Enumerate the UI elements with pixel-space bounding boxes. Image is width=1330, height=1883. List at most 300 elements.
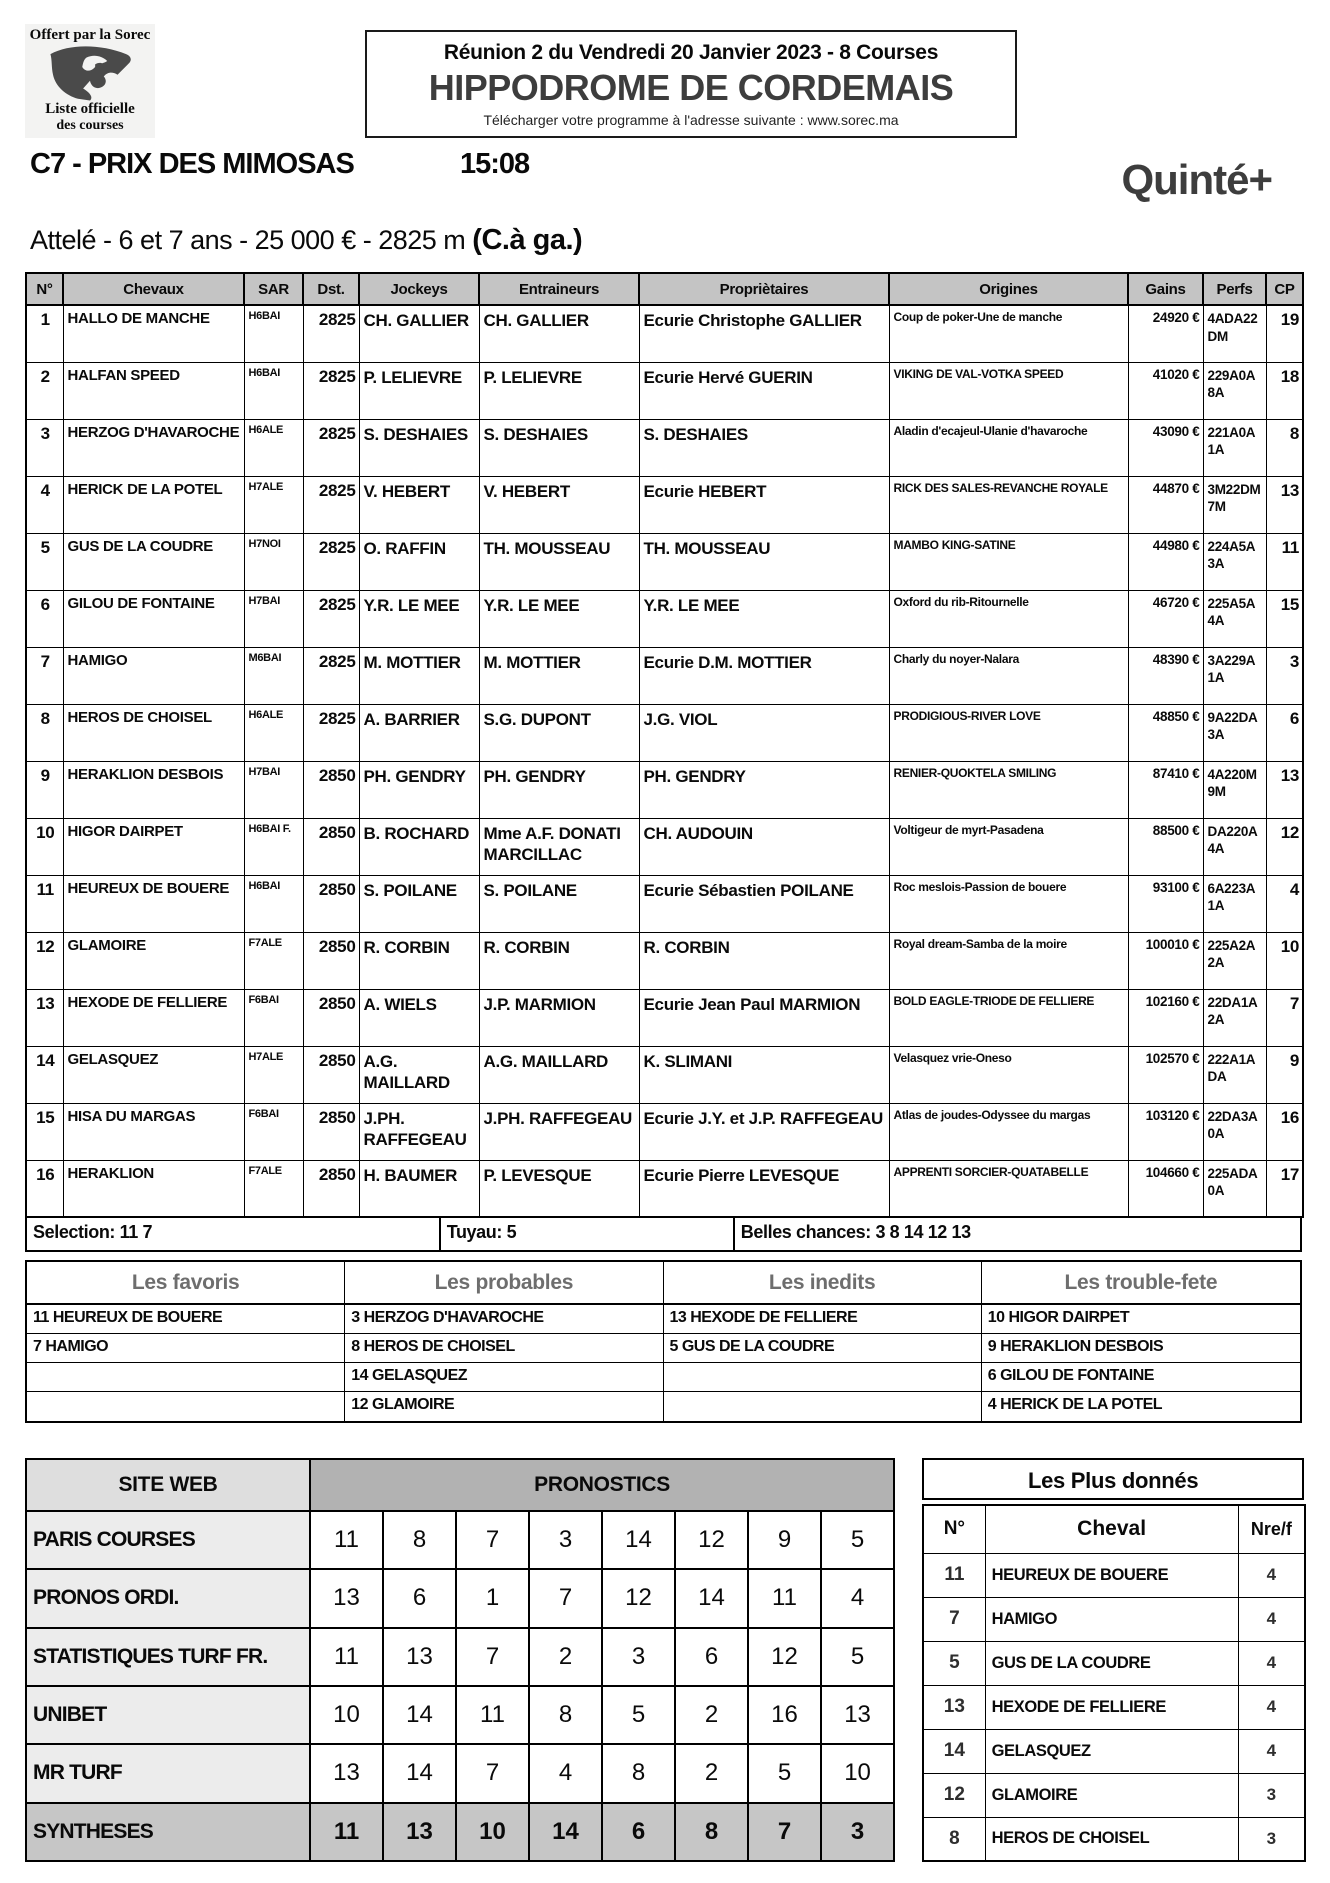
cell-perfs [1203, 533, 1266, 590]
cell-proprietaire: Ecurie Hervé GUERIN [639, 362, 889, 419]
cell-gains: 44980 € [1128, 533, 1203, 590]
cell-num: 11 [26, 875, 63, 932]
horse-row [26, 1046, 1303, 1103]
picks-cell: 9 HERAKLION DESBOIS [982, 1334, 1300, 1363]
cell-cheval: HERZOG D'HAVAROCHE [63, 419, 244, 476]
conditions-gait: (C.à ga.) [472, 224, 583, 256]
cell-origines: Charly du noyer-Nalara [889, 647, 1128, 704]
cell-sar: H6BAI F. [244, 818, 303, 875]
pronostic-row [26, 1686, 894, 1744]
cell-entraineur: V. HEBERT [479, 476, 639, 533]
prono-num-cell: 2 [675, 1744, 748, 1802]
header-entraineurs: Entraineurs [479, 273, 639, 305]
header-dst: Dst. [303, 273, 359, 305]
perfs-line1: 229A0A [1207, 367, 1256, 383]
cell-proprietaire: Ecurie Pierre LEVESQUE [639, 1160, 889, 1217]
header-num: N° [26, 273, 63, 305]
site-web-header: SITE WEB [26, 1459, 310, 1511]
cell-gains: 43090 € [1128, 419, 1203, 476]
conditions-text: Attelé - 6 et 7 ans - 25 000 € - 2825 m [30, 225, 473, 255]
cell-jockey: A. BARRIER [359, 704, 479, 761]
cell-perfs [1203, 704, 1266, 761]
picks-header-probables: Les probables [345, 1262, 663, 1305]
perfs-line1: 225A5A [1207, 595, 1256, 611]
cell-jockey: V. HEBERT [359, 476, 479, 533]
plus-donnes-row [923, 1817, 1305, 1861]
cell-jockey: H. BAUMER [359, 1160, 479, 1217]
cell-perfs [1203, 1103, 1266, 1160]
cell-entraineur: Y.R. LE MEE [479, 590, 639, 647]
prono-num-cell: 12 [748, 1628, 821, 1686]
horse-row [26, 818, 1303, 875]
cell-dst: 2850 [303, 761, 359, 818]
cell-jockey: CH. GALLIER [359, 305, 479, 362]
horse-row [26, 932, 1303, 989]
cell-perfs [1203, 590, 1266, 647]
prono-num-cell: 13 [310, 1744, 383, 1802]
cell-sar: H6ALE [244, 419, 303, 476]
cell-sar: H6ALE [244, 704, 303, 761]
prono-site-cell: UNIBET [26, 1686, 310, 1744]
hippodrome-title: HIPPODROME DE CORDEMAIS [428, 67, 954, 108]
perfs-line1: 4A220M [1207, 766, 1257, 782]
picks-cell: 10 HIGOR DAIRPET [982, 1305, 1300, 1334]
race-conditions [30, 224, 582, 257]
cell-cp: 13 [1266, 761, 1303, 818]
tuyau-cell: Tuyau: 5 [441, 1218, 735, 1250]
cell-jockey: B. ROCHARD [359, 818, 479, 875]
prono-num-cell: 13 [821, 1686, 894, 1744]
perfs-line2: 0A [1207, 1126, 1225, 1142]
plus-donnes-panel [922, 1458, 1304, 1862]
prono-num-cell: 6 [383, 1569, 456, 1627]
cell-cheval: GLAMOIRE [63, 932, 244, 989]
cell-sar: H6BAI [244, 875, 303, 932]
cell-gains: 102570 € [1128, 1046, 1203, 1103]
cell-entraineur: Mme A.F. DONATI MARCILLAC [479, 818, 639, 875]
cell-cheval: HERAKLION [63, 1160, 244, 1217]
prono-num-cell: 5 [602, 1686, 675, 1744]
perfs-line1: 9A22DA [1207, 709, 1258, 725]
cell-cheval: HISA DU MARGAS [63, 1103, 244, 1160]
prono-num-cell: 7 [456, 1628, 529, 1686]
prono-num-cell: 2 [529, 1628, 602, 1686]
cell-dst: 2850 [303, 932, 359, 989]
cell-sar: H6BAI [244, 362, 303, 419]
horse-row [26, 305, 1303, 362]
prono-num-cell: 4 [529, 1744, 602, 1802]
horse-row [26, 989, 1303, 1046]
cell-sar: F7ALE [244, 1160, 303, 1217]
cell-gains: 100010 € [1128, 932, 1203, 989]
pronostics-header-row [26, 1459, 894, 1511]
cell-origines: VIKING DE VAL-VOTKA SPEED [889, 362, 1128, 419]
pd-nref-cell: 4 [1238, 1553, 1305, 1597]
cell-entraineur: S. POILANE [479, 875, 639, 932]
pronostic-row [26, 1628, 894, 1686]
cell-proprietaire: Ecurie HEBERT [639, 476, 889, 533]
cell-proprietaire: PH. GENDRY [639, 761, 889, 818]
plus-donnes-title: Les Plus donnés [922, 1458, 1304, 1500]
cell-dst: 2825 [303, 590, 359, 647]
race-time: 15:08 [460, 148, 530, 180]
picks-cell [664, 1392, 982, 1421]
cell-gains: 93100 € [1128, 875, 1203, 932]
logo-offert-text: Offert par la Sorec [29, 27, 151, 43]
picks-cell: 7 HAMIGO [27, 1334, 345, 1363]
cell-perfs [1203, 305, 1266, 362]
cell-cp: 7 [1266, 989, 1303, 1046]
cell-cp: 10 [1266, 932, 1303, 989]
cell-gains: 102160 € [1128, 989, 1203, 1046]
cell-jockey: O. RAFFIN [359, 533, 479, 590]
cell-proprietaire: Ecurie Christophe GALLIER [639, 305, 889, 362]
prono-num-cell: 10 [310, 1686, 383, 1744]
prono-num-cell: 8 [602, 1744, 675, 1802]
pd-header-num: N° [923, 1505, 985, 1553]
perfs-line2: DM [1207, 328, 1228, 344]
cell-dst: 2850 [303, 875, 359, 932]
cell-gains: 41020 € [1128, 362, 1203, 419]
cell-cp: 6 [1266, 704, 1303, 761]
cell-cheval: HERICK DE LA POTEL [63, 476, 244, 533]
horse-row [26, 590, 1303, 647]
cell-entraineur: A.G. MAILLARD [479, 1046, 639, 1103]
cell-cp: 12 [1266, 818, 1303, 875]
cell-dst: 2850 [303, 989, 359, 1046]
cell-origines: RENIER-QUOKTELA SMILING [889, 761, 1128, 818]
pd-num-cell: 8 [923, 1817, 985, 1861]
cell-dst: 2850 [303, 818, 359, 875]
perfs-line2: 8A [1207, 385, 1225, 401]
cell-num: 5 [26, 533, 63, 590]
pd-cheval-cell: HEUREUX DE BOUERE [985, 1553, 1238, 1597]
perfs-line1: 225A2A [1207, 937, 1256, 953]
prono-num-cell: 14 [383, 1686, 456, 1744]
cell-origines: Velasquez vrie-Oneso [889, 1046, 1128, 1103]
prono-site-cell: STATISTIQUES TURF FR. [26, 1628, 310, 1686]
perfs-line2: 3A [1207, 727, 1225, 743]
cell-gains: 24920 € [1128, 305, 1203, 362]
cell-proprietaire: J.G. VIOL [639, 704, 889, 761]
cell-cheval: HALFAN SPEED [63, 362, 244, 419]
cell-cp: 11 [1266, 533, 1303, 590]
prono-num-cell: 3 [821, 1803, 894, 1861]
cell-gains: 48850 € [1128, 704, 1203, 761]
perfs-line1: 22DA3A [1207, 1108, 1258, 1124]
perfs-line1: 3A229A [1207, 652, 1256, 668]
prono-num-cell: 8 [675, 1803, 748, 1861]
cell-jockey: A. WIELS [359, 989, 479, 1046]
logo-courses-text: des courses [56, 117, 124, 133]
cell-perfs [1203, 989, 1266, 1046]
belles-chances-cell: Belles chances: 3 8 14 12 13 [740, 1222, 971, 1242]
logo-liste-text: Liste officielle [45, 101, 135, 117]
plus-donnes-row [923, 1685, 1305, 1729]
cell-cp: 8 [1266, 419, 1303, 476]
prono-num-cell: 7 [529, 1569, 602, 1627]
cell-sar: H6BAI [244, 305, 303, 362]
download-line: Télécharger votre programme à l'adresse suivante : www.sorec.ma [483, 112, 899, 128]
cell-proprietaire: TH. MOUSSEAU [639, 533, 889, 590]
picks-cell [664, 1363, 982, 1392]
cell-origines: MAMBO KING-SATINE [889, 533, 1128, 590]
cell-proprietaire: R. CORBIN [639, 932, 889, 989]
prono-num-cell: 6 [675, 1628, 748, 1686]
cell-cp: 9 [1266, 1046, 1303, 1103]
cell-num: 1 [26, 305, 63, 362]
cell-proprietaire: Ecurie J.Y. et J.P. RAFFEGEAU [639, 1103, 889, 1160]
cell-gains: 104660 € [1128, 1160, 1203, 1217]
cell-gains: 88500 € [1128, 818, 1203, 875]
pd-nref-cell: 4 [1238, 1597, 1305, 1641]
pronostic-row [26, 1803, 894, 1861]
header-proprietaires: Propriètaires [639, 273, 889, 305]
cell-cheval: HEUREUX DE BOUERE [63, 875, 244, 932]
pd-cheval-cell: HEXODE DE FELLIERE [985, 1685, 1238, 1729]
prono-num-cell: 7 [748, 1803, 821, 1861]
prono-site-cell: SYNTHESES [26, 1803, 310, 1861]
pd-cheval-cell: HEROS DE CHOISEL [985, 1817, 1238, 1861]
horse-row [26, 362, 1303, 419]
cell-origines: BOLD EAGLE-TRIODE DE FELLIERE [889, 989, 1128, 1046]
prono-num-cell: 1 [456, 1569, 529, 1627]
prono-num-cell: 5 [821, 1628, 894, 1686]
cell-perfs [1203, 1046, 1266, 1103]
prono-num-cell: 11 [310, 1803, 383, 1861]
pd-cheval-cell: GELASQUEZ [985, 1729, 1238, 1773]
perfs-line2: 2A [1207, 1012, 1225, 1028]
plus-donnes-header-row [923, 1505, 1305, 1553]
perfs-line2: 4A [1207, 613, 1225, 629]
quinte-badge: Quinté+ [1121, 156, 1272, 203]
pd-cheval-cell: GUS DE LA COUDRE [985, 1641, 1238, 1685]
cell-perfs [1203, 932, 1266, 989]
cell-cheval: HIGOR DAIRPET [63, 818, 244, 875]
picks-cell: 11 HEUREUX DE BOUERE [27, 1305, 345, 1334]
cell-jockey: Y.R. LE MEE [359, 590, 479, 647]
header-origines: Origines [889, 273, 1128, 305]
cell-sar: H7BAI [244, 590, 303, 647]
cell-origines: Roc meslois-Passion de bouere [889, 875, 1128, 932]
pd-num-cell: 14 [923, 1729, 985, 1773]
picks-cell: 3 HERZOG D'HAVAROCHE [345, 1305, 663, 1334]
horse-row [26, 761, 1303, 818]
cell-sar: H7ALE [244, 476, 303, 533]
race-header [30, 148, 730, 190]
perfs-line2: 7M [1207, 499, 1226, 515]
race-title: C7 - PRIX DES MIMOSAS [30, 148, 354, 180]
cell-dst: 2850 [303, 1046, 359, 1103]
picks-cell: 14 GELASQUEZ [345, 1363, 663, 1392]
pd-nref-cell: 4 [1238, 1729, 1305, 1773]
prono-num-cell: 13 [383, 1628, 456, 1686]
cell-entraineur: M. MOTTIER [479, 647, 639, 704]
pd-num-cell: 5 [923, 1641, 985, 1685]
picks-cell [27, 1392, 345, 1421]
pd-num-cell: 12 [923, 1773, 985, 1817]
cell-num: 13 [26, 989, 63, 1046]
picks-table [25, 1260, 1302, 1423]
selection-bar [25, 1218, 1302, 1252]
cell-origines: Voltigeur de myrt-Pasadena [889, 818, 1128, 875]
prono-num-cell: 8 [383, 1511, 456, 1569]
cell-cheval: GILOU DE FONTAINE [63, 590, 244, 647]
cell-entraineur: CH. GALLIER [479, 305, 639, 362]
pd-cheval-cell: GLAMOIRE [985, 1773, 1238, 1817]
cell-entraineur: P. LELIEVRE [479, 362, 639, 419]
perfs-line2: 0A [1207, 1183, 1225, 1199]
cell-dst: 2825 [303, 305, 359, 362]
cell-origines: RICK DES SALES-REVANCHE ROYALE [889, 476, 1128, 533]
picks-header-inedits: Les inedits [664, 1262, 982, 1305]
sorec-horse-icon [47, 45, 133, 101]
cell-sar: H7NOI [244, 533, 303, 590]
perfs-line2: 4A [1207, 841, 1225, 857]
bottom-section [25, 1458, 1302, 1862]
cell-cheval: HEXODE DE FELLIERE [63, 989, 244, 1046]
cell-dst: 2825 [303, 362, 359, 419]
cell-num: 15 [26, 1103, 63, 1160]
cell-origines: Royal dream-Samba de la moire [889, 932, 1128, 989]
pronostic-row [26, 1744, 894, 1802]
pronostics-header: PRONOSTICS [310, 1459, 894, 1511]
picks-header-favoris: Les favoris [27, 1262, 345, 1305]
prono-num-cell: 5 [748, 1744, 821, 1802]
header-gains: Gains [1128, 273, 1203, 305]
cell-sar: F6BAI [244, 989, 303, 1046]
prono-num-cell: 10 [456, 1803, 529, 1861]
prono-num-cell: 14 [675, 1569, 748, 1627]
cell-jockey: S. DESHAIES [359, 419, 479, 476]
cell-num: 2 [26, 362, 63, 419]
prono-num-cell: 5 [821, 1511, 894, 1569]
plus-donnes-table [922, 1504, 1306, 1862]
horse-row [26, 1103, 1303, 1160]
cell-gains: 48390 € [1128, 647, 1203, 704]
cell-perfs [1203, 362, 1266, 419]
prono-num-cell: 6 [602, 1803, 675, 1861]
cell-proprietaire: Ecurie Jean Paul MARMION [639, 989, 889, 1046]
cell-proprietaire: K. SLIMANI [639, 1046, 889, 1103]
cell-jockey: M. MOTTIER [359, 647, 479, 704]
pd-nref-cell: 3 [1238, 1773, 1305, 1817]
cell-jockey: PH. GENDRY [359, 761, 479, 818]
pd-header-cheval: Cheval [985, 1505, 1238, 1553]
selection-cell: Selection: 11 7 [27, 1218, 441, 1250]
perfs-line1: 225ADA [1207, 1165, 1258, 1181]
reunion-line: Réunion 2 du Vendredi 20 Janvier 2023 - 8 Courses [443, 41, 939, 64]
prono-num-cell: 14 [602, 1511, 675, 1569]
plus-donnes-row [923, 1597, 1305, 1641]
cell-entraineur: S.G. DUPONT [479, 704, 639, 761]
prono-num-cell: 4 [821, 1569, 894, 1627]
horse-row [26, 1160, 1303, 1217]
pronostic-row [26, 1511, 894, 1569]
cell-dst: 2825 [303, 533, 359, 590]
header-sar: SAR [244, 273, 303, 305]
prono-num-cell: 11 [456, 1686, 529, 1744]
prono-num-cell: 12 [602, 1569, 675, 1627]
cell-jockey: R. CORBIN [359, 932, 479, 989]
cell-origines: APPRENTI SORCIER-QUATABELLE [889, 1160, 1128, 1217]
cell-gains: 46720 € [1128, 590, 1203, 647]
cell-entraineur: P. LEVESQUE [479, 1160, 639, 1217]
header-cp: CP [1266, 273, 1303, 305]
prono-num-cell: 11 [748, 1569, 821, 1627]
perfs-line2: 9M [1207, 784, 1226, 800]
cell-entraineur: PH. GENDRY [479, 761, 639, 818]
prono-num-cell: 13 [310, 1569, 383, 1627]
plus-donnes-row [923, 1641, 1305, 1685]
header-perfs: Perfs [1203, 273, 1266, 305]
picks-header-trouble-fete: Les trouble-fete [982, 1262, 1300, 1305]
cell-cp: 13 [1266, 476, 1303, 533]
cell-dst: 2825 [303, 419, 359, 476]
prono-num-cell: 3 [602, 1628, 675, 1686]
horse-row [26, 875, 1303, 932]
header-jockeys: Jockeys [359, 273, 479, 305]
perfs-line1: 221A0A [1207, 424, 1256, 440]
cell-perfs [1203, 818, 1266, 875]
cell-jockey: A.G. MAILLARD [359, 1046, 479, 1103]
cell-cp: 15 [1266, 590, 1303, 647]
cell-proprietaire: Y.R. LE MEE [639, 590, 889, 647]
cell-dst: 2825 [303, 647, 359, 704]
prono-num-cell: 12 [675, 1511, 748, 1569]
picks-cell: 4 HERICK DE LA POTEL [987, 1396, 1163, 1413]
cell-perfs [1203, 875, 1266, 932]
cell-cp: 18 [1266, 362, 1303, 419]
cell-gains: 103120 € [1128, 1103, 1203, 1160]
pd-num-cell: 7 [923, 1597, 985, 1641]
cell-num: 10 [26, 818, 63, 875]
header-title-box [365, 30, 1017, 138]
picks-cell [27, 1363, 345, 1392]
horse-row [26, 533, 1303, 590]
cell-sar: H7BAI [244, 761, 303, 818]
cell-origines: Aladin d'ecajeul-Ulanie d'havaroche [889, 419, 1128, 476]
pd-num-cell: 13 [923, 1685, 985, 1729]
prono-num-cell: 2 [675, 1686, 748, 1744]
prono-site-cell: PRONOS ORDI. [26, 1569, 310, 1627]
horse-row [26, 647, 1303, 704]
cell-sar: F6BAI [244, 1103, 303, 1160]
cell-cheval: HAMIGO [63, 647, 244, 704]
cell-cp: 19 [1266, 305, 1303, 362]
pd-nref-cell: 4 [1238, 1641, 1305, 1685]
cell-num: 12 [26, 932, 63, 989]
perfs-line1: 3M22DM [1207, 481, 1261, 497]
cell-proprietaire: CH. AUDOUIN [639, 818, 889, 875]
picks-cell: 13 HEXODE DE FELLIERE [664, 1305, 982, 1334]
horse-row [26, 476, 1303, 533]
plus-donnes-row [923, 1553, 1305, 1597]
cell-proprietaire: S. DESHAIES [639, 419, 889, 476]
sorec-logo [25, 24, 155, 138]
cell-jockey: S. POILANE [359, 875, 479, 932]
cell-origines: Oxford du rib-Ritournelle [889, 590, 1128, 647]
cell-sar: M6BAI [244, 647, 303, 704]
perfs-line2: DA [1207, 1069, 1227, 1085]
prono-num-cell: 9 [748, 1511, 821, 1569]
prono-site-cell: MR TURF [26, 1744, 310, 1802]
cell-cp: 16 [1266, 1103, 1303, 1160]
prono-num-cell: 11 [310, 1511, 383, 1569]
cell-jockey: P. LELIEVRE [359, 362, 479, 419]
horses-table [25, 272, 1304, 1218]
cell-perfs [1203, 419, 1266, 476]
